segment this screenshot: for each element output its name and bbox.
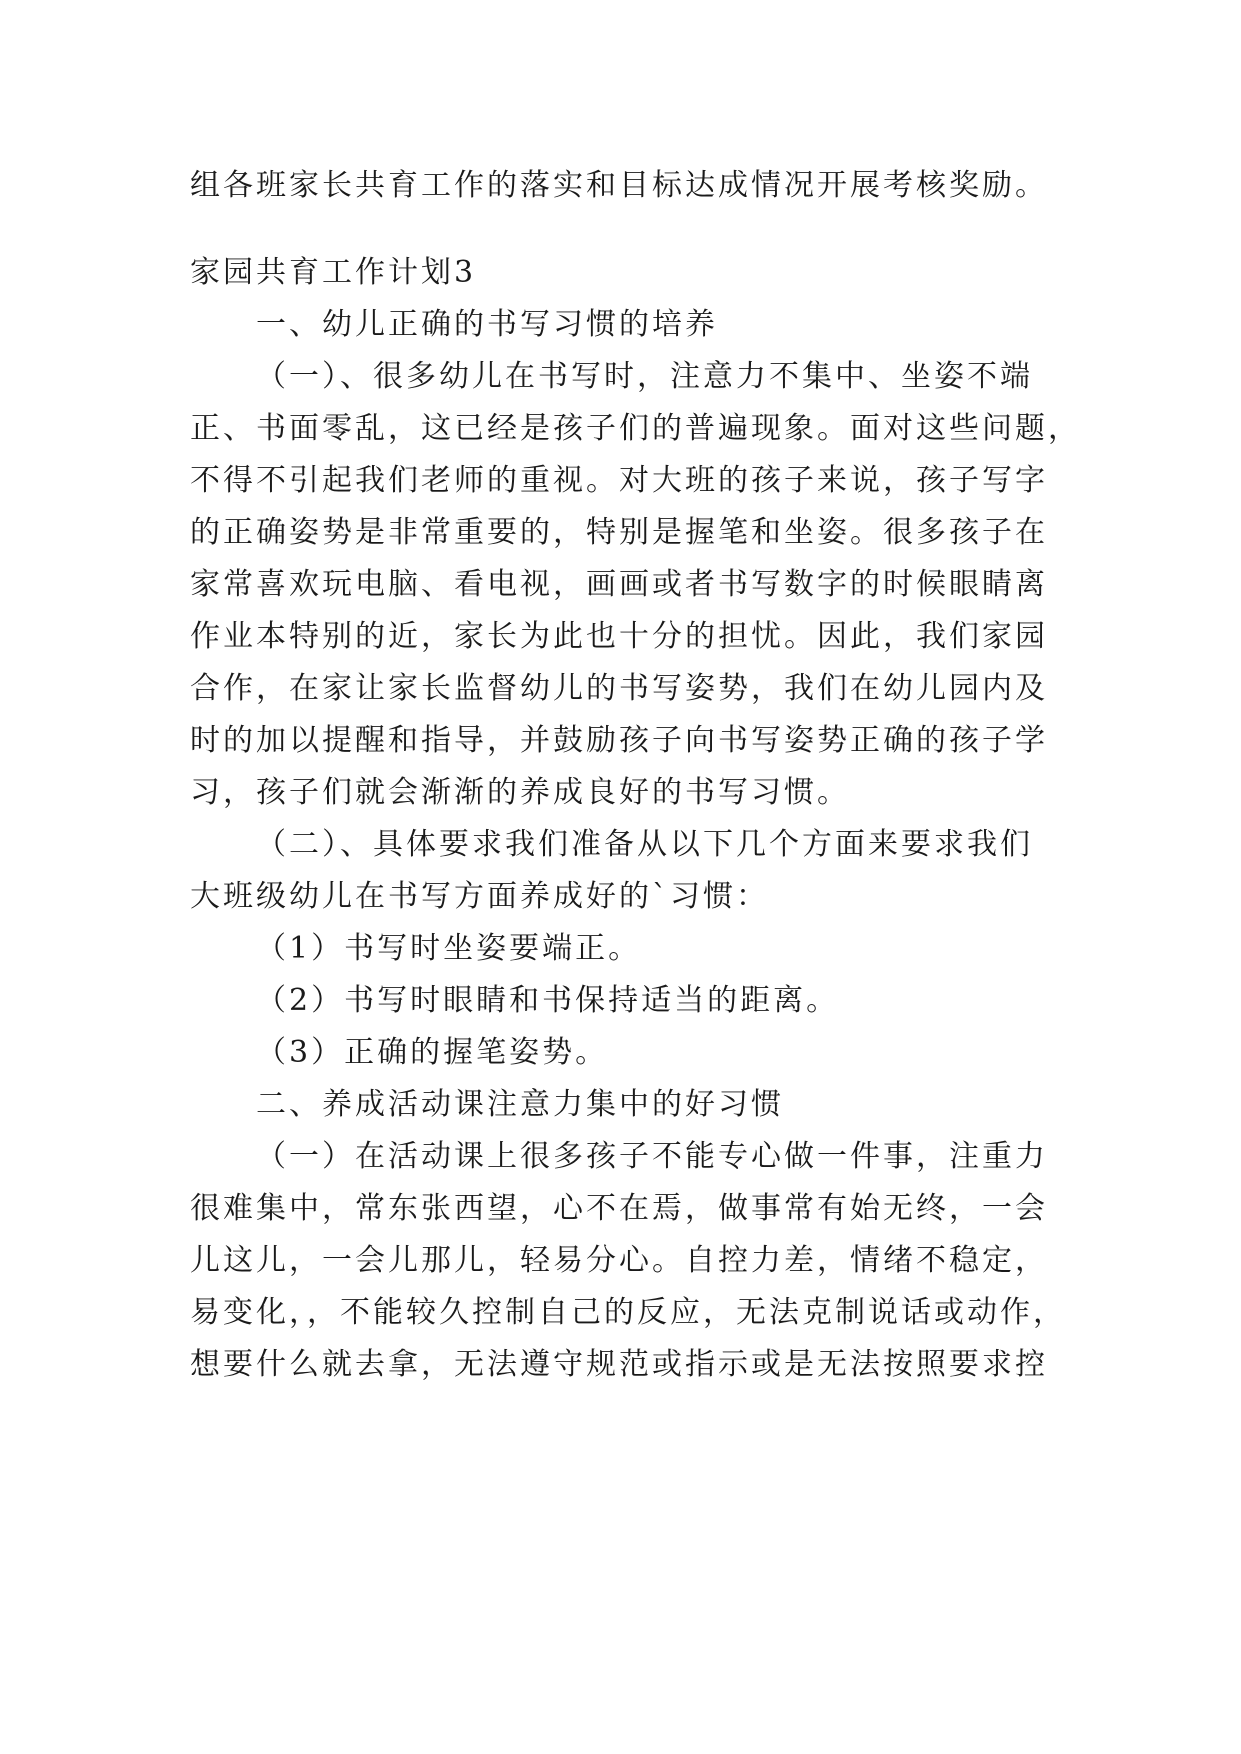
- paragraph-line: 的正确姿势是非常重要的，特别是握笔和坐姿。很多孩子在: [190, 515, 1048, 550]
- paragraph-line: 作业本特别的近，家长为此也十分的担忧。因此，我们家园: [190, 619, 1048, 654]
- paragraph-line: （一）、很多幼儿在书写时，注意力不集中、坐姿不端: [256, 359, 1033, 394]
- paragraph-line: 组各班家长共育工作的落实和目标达成情况开展考核奖励。: [190, 168, 1048, 203]
- list-item: （1）书写时坐姿要端正。: [256, 931, 642, 966]
- paragraph-line: （一）在活动课上很多孩子不能专心做一件事，注重力: [256, 1139, 1048, 1174]
- paragraph-line: 想要什么就去拿，无法遵守规范或指示或是无法按照要求控: [190, 1347, 1048, 1382]
- paragraph-line: 易变化，，不能较久控制自己的反应，无法克制说话或动作，: [190, 1295, 1066, 1330]
- list-item: （3）正确的握笔姿势。: [256, 1035, 609, 1070]
- paragraph-line: 很难集中，常东张西望，心不在焉，做事常有始无终，一会: [190, 1191, 1048, 1226]
- paragraph-line: 时的加以提醒和指导，并鼓励孩子向书写姿势正确的孩子学: [190, 723, 1048, 758]
- paragraph-line: 合作，在家让家长监督幼儿的书写姿势，我们在幼儿园内及: [190, 671, 1048, 706]
- paragraph-line: 大班级幼儿在书写方面养成好的`习惯：: [190, 879, 769, 914]
- subsection-heading: 二、养成活动课注意力集中的好习惯: [256, 1087, 784, 1122]
- paragraph-line: 儿这儿，一会儿那儿，轻易分心。自控力差，情绪不稳定，: [190, 1243, 1048, 1278]
- paragraph-line: 不得不引起我们老师的重视。对大班的孩子来说，孩子写字: [190, 463, 1048, 498]
- subsection-heading: 一、幼儿正确的书写习惯的培养: [256, 307, 718, 342]
- paragraph-line: （二）、具体要求我们准备从以下几个方面来要求我们: [256, 827, 1033, 862]
- paragraph-line: 家常喜欢玩电脑、看电视，画画或者书写数字的时候眼睛离: [190, 567, 1048, 602]
- section-heading: 家园共育工作计划3: [190, 255, 477, 290]
- paragraph-line: 习，孩子们就会渐渐的养成良好的书写习惯。: [190, 775, 850, 810]
- list-item: （2）书写时眼睛和书保持适当的距离。: [256, 983, 840, 1018]
- paragraph-line: 正、书面零乱，这已经是孩子们的普遍现象。面对这些问题，: [190, 411, 1081, 446]
